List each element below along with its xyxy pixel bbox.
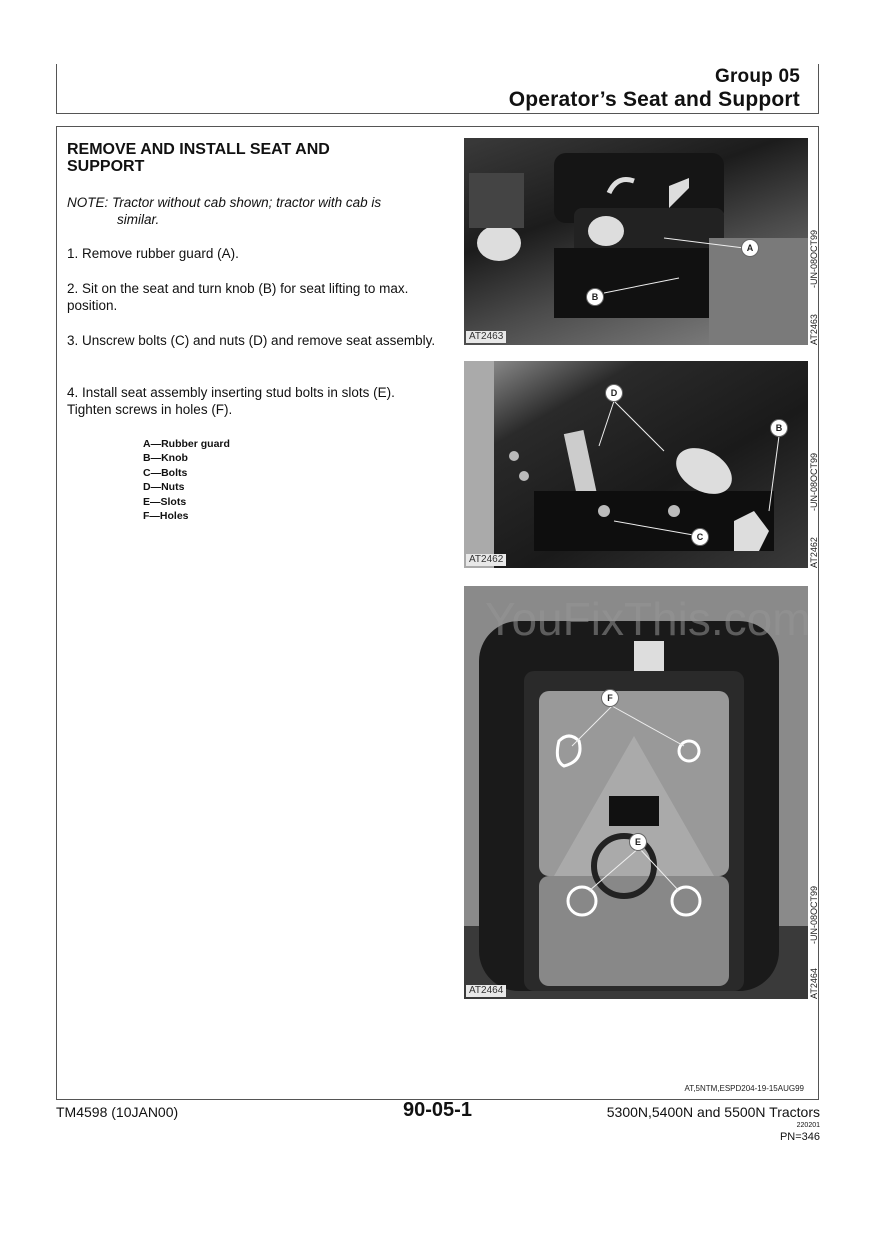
side-figure-code: AT2462 [809,537,819,568]
side-figure-date: -UN-08OCT99 [809,452,819,511]
legend-item-d: D—Nuts [143,481,185,494]
callout-f: F [601,689,619,707]
side-figure-date: -UN-08OCT99 [809,229,819,288]
figure-code: AT2464 [466,985,506,997]
side-figure-code: AT2463 [809,314,819,345]
note-continuation: similar. [117,212,160,227]
figure-seat-bolts-nuts [464,361,808,568]
print-code: 220201 [796,1122,820,1129]
step-4: 4. Install seat assembly inserting stud bolts in slots (E). Tighten screws in holes (F). [67,385,395,417]
callout-b: B [770,419,788,437]
callout-a: A [741,239,759,257]
figure-code: AT2463 [466,331,506,343]
figure-side-label-2 [809,361,821,568]
step-2: 2. Sit on the seat and turn knob (B) for seat lifting to max. position. [67,281,409,313]
callout-b: B [586,288,604,306]
step-3: 3. Unscrew bolts (C) and nuts (D) and remove seat assembly. [67,333,436,348]
figure-code: AT2462 [466,554,506,566]
document-reference: AT,5NTM,ESPD204-19-15AUG99 [684,1084,804,1093]
pdf-page-number: PN=346 [779,1131,820,1143]
callout-e: E [629,833,647,851]
side-figure-date: -UN-08OCT99 [809,885,819,944]
tractor-models: 5300N,5400N and 5500N Tractors [606,1104,820,1120]
seat-underside-photo-illustration [464,586,808,999]
note-label: NOTE: [67,195,109,210]
manual-code: TM4598 (10JAN00) [56,1104,179,1120]
note-text: Tractor without cab shown; tractor with cab is [112,195,382,210]
note [67,194,427,228]
side-figure-code: AT2464 [809,968,819,999]
legend-item-b: B—Knob [143,452,188,465]
figure-seat-underside [464,586,808,999]
figure-seat-rubber-guard [464,138,808,345]
group-label: Group 05 [714,66,800,87]
step-1: 1. Remove rubber guard (A). [67,246,239,261]
legend-item-e: E—Slots [143,495,187,508]
callout-d: D [605,384,623,402]
legend-item-f: F—Holes [143,510,189,523]
section-title: REMOVE AND INSTALL SEAT AND SUPPORT [67,141,330,175]
page-title: Operator’s Seat and Support [508,88,800,111]
figure-side-label-1 [809,138,821,345]
watermark: YouFixThis.com [485,593,811,645]
callout-c: C [691,528,709,546]
page-number: 90-05-1 [403,1099,472,1121]
figure-side-label-3 [809,586,821,999]
seat-bolts-photo-illustration [464,361,808,568]
parts-legend [143,437,230,523]
legend-item-c: C—Bolts [143,466,188,479]
legend-item-a: A—Rubber guard [143,438,230,450]
page-header [56,64,819,114]
